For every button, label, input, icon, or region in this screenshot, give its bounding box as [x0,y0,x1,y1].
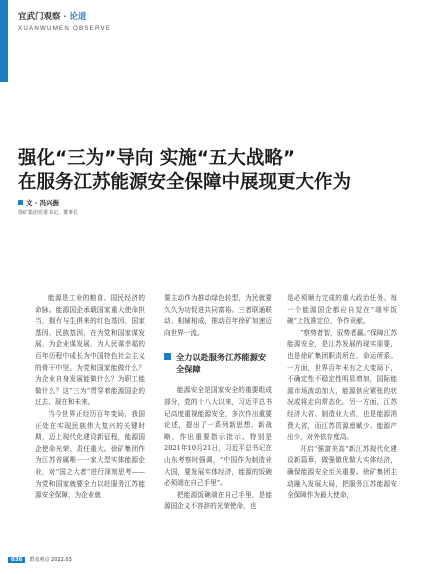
section-marker-icon [164,353,171,360]
masthead [18,10,111,32]
masthead-prefix: 宜武门观察 · [18,12,70,22]
title-line-2: 在服务江苏能源安全保障中展现更大作为 [18,172,352,193]
paragraph: 要主动作为推动绿色转型，为民就要久久为功促进共同富裕。三者联通联动、相辅相成，推动百年徐矿加速迈向世界一流。 [164,294,272,337]
section-tab [0,0,8,82]
journal-issue: 群众观点 2022.03 [29,557,72,563]
page-number: 036 [8,557,25,563]
paragraph: 当今世界正经历百年变局，我国正处在实现民族伟大复兴的关键时期，迈上现代化建设新征程，能源国企使命光荣、责任重大。徐矿集团作为江苏省属唯一一家大型实体能源企业，对“国之大者”进行深刻思考——为党和国家就要全力以赴服务江苏能源安全保障，为企业就 [35,409,145,500]
masthead-en: XUANWUMEN OBSERVE [18,25,112,32]
author-name: 文 · 冯兴振 [26,199,59,207]
paragraph: 能源是工业的粮食、国民经济的命脉。能源国企承载国家重大使命担当，拥有与生俱来的红色基因、国家基因、民族基因，在为党和国家谋发展、为企业谋发展、为人民谋幸福的百年历程中成长为中国特色社会主义的骨干中坚。为党和国家能做什么？为企业自身发展能做什么？为职工能做什么？这“三为”贯穿着能源国企的过去、现在和未来。 [35,294,145,407]
paragraph: 把能源饭碗端在自己手里，是能源国企义不容辞的光荣使命，也 [164,490,272,511]
paragraph: 开启“强富美高”新江苏现代化建设新篇章，做强做优做大实体经济，确保能源安全至关重要。徐矿集团主动融入发展大局，把服务江苏能源安全保障作为最大使命， [287,444,397,500]
body-column-3 [287,293,397,502]
page-footer [8,556,72,563]
title-line-1: 强化“三为”导向 实施“五大战略” [18,148,296,169]
author-affiliation: 徐矿集团党委书记、董事长 [18,210,79,216]
paragraph: 是必须顺力完成的重大政治任务。每一个能源国企都应自觉在“端牢饭碗”上找准定位、争作贡献。 [287,294,397,326]
masthead-cn [18,10,111,22]
body-column-2 [164,293,272,513]
byline [18,198,59,207]
section-heading [164,351,272,375]
byline-marker-icon [18,200,23,205]
body-column-1 [35,293,145,502]
paragraph: 能源安全是国家安全的重要组成部分，党的十八大以来，习近平总书记高度重视能源安全，多次作出重要论述，提出了一系列新思想、新战略，作出重要指示批示。特别是2021年10月21日，习近平总书记在山东考察时强调，“中国作为制造业大国，要发展实体经济，能源的饭碗必须端在自己手里”。 [164,386,272,488]
masthead-section: 论道 [69,12,87,22]
paragraph: “察势者智，驭势者赢。”保障江苏能源安全，是江苏发展的现实需要，也是徐矿集团职责所在、命运所系。一方面，世界百年未有之大变局下，不确定性不稳定性明显增加，国际能源市场波动加大，能源供应紧张的状况或将走向常态化。另一方面，江苏经济大省、制造业大省，也是能源消费大省，而江苏资源禀赋少、能源产出少、对外依存度高。 [287,328,397,442]
section-heading-text: 全力以赴服务江苏能源安全保障 [176,352,267,375]
article-title [18,147,413,195]
